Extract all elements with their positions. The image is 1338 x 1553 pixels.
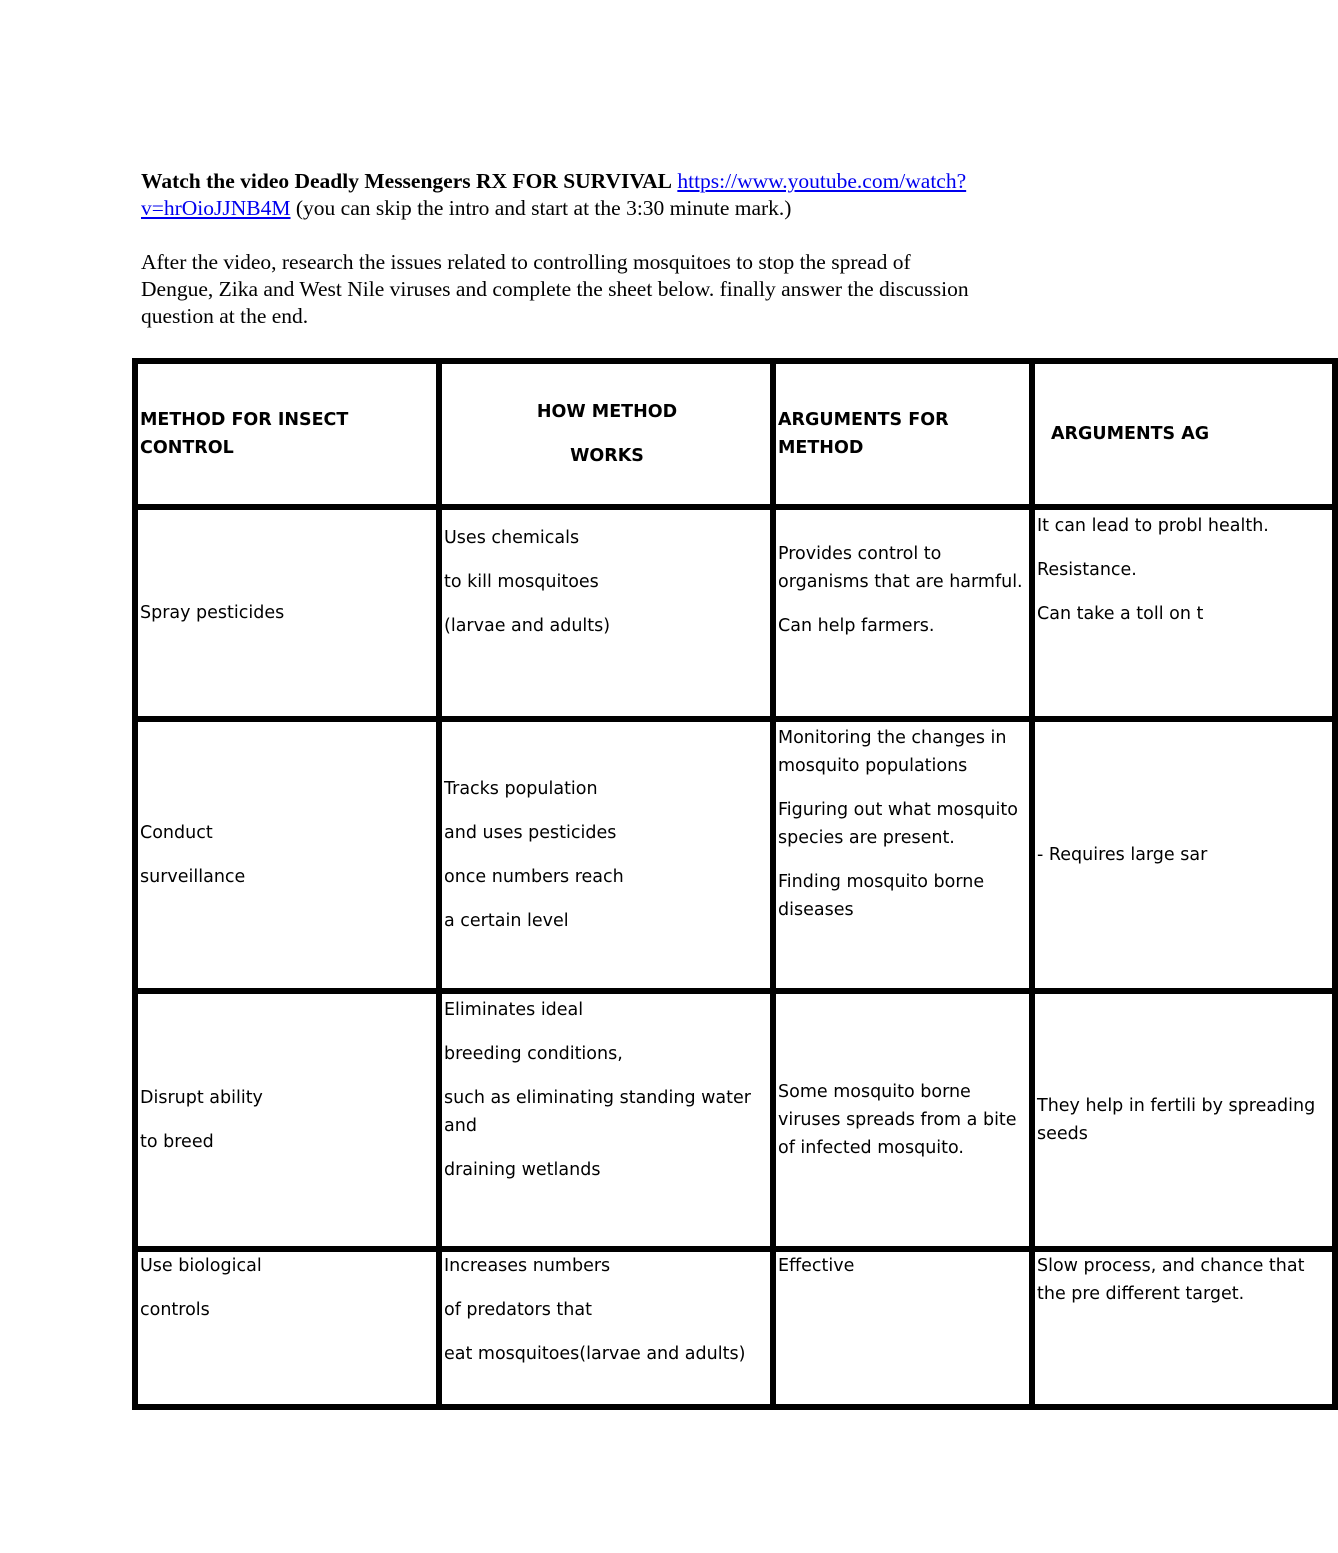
cell-against: They help in fertili by spreading seeds	[1032, 991, 1335, 1249]
video-link[interactable]: https://www.youtube.com/watch?	[677, 169, 967, 193]
cell-method: Conduct surveillance	[135, 719, 439, 991]
header-arguments-against: ARGUMENTS AG	[1032, 361, 1335, 507]
video-title: Watch the video Deadly Messengers RX FOR SURVIVAL	[141, 169, 672, 193]
cell-against: - Requires large sar	[1032, 719, 1335, 991]
header-how-method-works: HOW METHOD WORKS	[439, 361, 773, 507]
table-row	[135, 991, 1335, 1249]
cell-how: Eliminates ideal breeding conditions, such as eliminating standing water and draining wetlands	[439, 991, 773, 1249]
research-instruction-line-1: After the video, research the issues related to controlling mosquitoes to stop the spread of	[141, 250, 911, 274]
instructions	[141, 168, 1081, 330]
video-link-continued[interactable]: v=hrOioJJNB4M	[141, 196, 291, 220]
cell-method: Use biological controls	[135, 1249, 439, 1407]
research-instruction-line-2: Dengue, Zika and West Nile viruses and complete the sheet below. finally answer the discussion	[141, 277, 969, 301]
instruction-line-1	[141, 168, 1081, 195]
header-arguments-for: ARGUMENTS FOR METHOD	[773, 361, 1032, 507]
table-row	[135, 507, 1335, 719]
cell-against: Slow process, and chance that the pre different target.	[1032, 1249, 1335, 1407]
cell-for: Provides control to organisms that are harmful. Can help farmers.	[773, 507, 1032, 719]
cell-for: Effective	[773, 1249, 1032, 1407]
skip-intro-note: (you can skip the intro and start at the 3:30 minute mark.)	[290, 196, 792, 220]
instruction-line-2	[141, 195, 1081, 222]
cell-for: Some mosquito borne viruses spreads from a bite of infected mosquito.	[773, 991, 1032, 1249]
cell-method: Spray pesticides	[135, 507, 439, 719]
insect-control-table	[132, 358, 1338, 1410]
cell-against: It can lead to probl health. Resistance. Can take a toll on t	[1032, 507, 1335, 719]
table-row	[135, 719, 1335, 991]
header-method: METHOD FOR INSECT CONTROL	[135, 361, 439, 507]
header-row	[135, 361, 1335, 507]
research-instruction-line-3: question at the end.	[141, 304, 309, 328]
cell-how: Uses chemicals to kill mosquitoes (larvae and adults)	[439, 507, 773, 719]
insect-control-table-container	[132, 358, 1316, 1408]
table-row	[135, 1249, 1335, 1407]
cell-for: Monitoring the changes in mosquito populations Figuring out what mosquito species are present. Finding mosquito borne diseases	[773, 719, 1032, 991]
cell-method: Disrupt ability to breed	[135, 991, 439, 1249]
cell-how: Tracks population and uses pesticides once numbers reach a certain level	[439, 719, 773, 991]
cell-how: Increases numbers of predators that eat mosquitoes(larvae and adults)	[439, 1249, 773, 1407]
